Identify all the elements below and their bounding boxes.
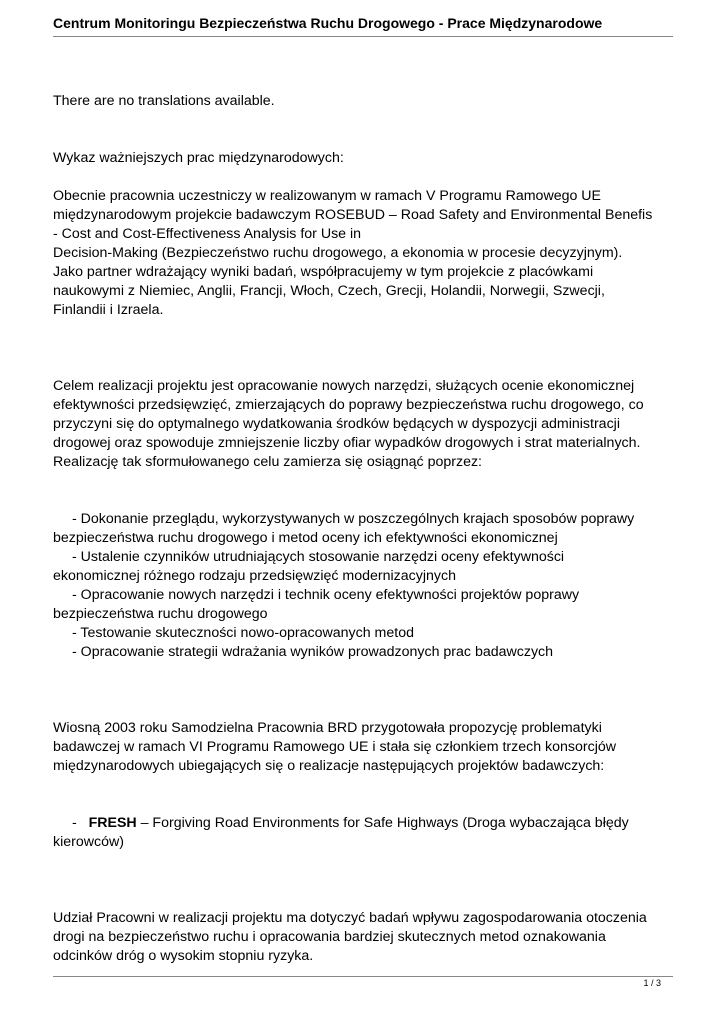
text-line: Wiosną 2003 roku Samodzielna Pracownia BRD przygotowała propozycję problematyki [53,720,602,736]
page-header-title: Centrum Monitoringu Bezpieczeństwa Ruchu Drogowego - Prace Międzynarodowe [53,15,603,31]
list-item: - Ustalenie czynników utrudniających stosowanie narzędzi oceny efektywności [72,549,565,565]
header-divider [53,36,673,37]
text-line: przyczyni się do optymalnego wydatkowania środków będących w dyspozycji administracji [53,416,620,432]
list-item-continuation: kierowców) [53,834,124,850]
text-line: międzynarodowych ubiegających się o realizacje następujących projektów badawczych: [53,758,605,774]
list-dash: - [72,815,89,831]
list-item-continuation: ekonomicznej różnego rodzaju przedsięwzięć modernizacyjnych [53,568,456,584]
text-line: międzynarodowym projekcie badawczym ROSEBUD – Road Safety and Environmental Benefis [53,207,653,223]
text-line: Jako partner wdrażający wyniki badań, współpracujemy w tym projekcie z placówkami [53,264,594,280]
goal-bullet-list [53,510,678,662]
fresh-project-item [53,814,678,852]
text-line: - Cost and Cost-Effectiveness Analysis for Use in [53,226,362,242]
paragraph-fp6-proposals [53,719,678,776]
text-line: badawczej w ramach VI Programu Ramowego UE i stała się członkiem trzech konsorcjów [53,739,616,755]
text-line: Obecnie pracownia uczestniczy w realizowanym w ramach V Programu Ramowego UE [53,188,602,204]
fresh-project-name: FRESH [88,815,137,831]
text-line: Celem realizacji projektu jest opracowanie nowych narzędzi, służących ocenie ekonomicznej [53,378,635,394]
page-number: 1 / 3 [643,978,661,988]
paragraph-project-goal [53,377,678,472]
text-line: drogi na bezpieczeństwo ruchu i opracowania bardziej skutecznych metod oznakowania [53,929,606,945]
list-item: - Opracowanie nowych narzędzi i technik oceny efektywności projektów poprawy [72,587,580,603]
list-item: - Opracowanie strategii wdrażania wyników prowadzonych prac badawczych [72,644,554,660]
text-line: drogowej oraz spowoduje zmniejszenie liczby ofiar wypadków drogowych i strat materialnych. [53,435,641,451]
text-line: Realizację tak sformułowanego celu zamierza się osiągnąć poprzez: [53,454,482,470]
text-line: efektywności przedsięwzięć, zmierzających do poprawy bezpieczeństwa ruchu drogowego, co [53,397,644,413]
document-body [53,92,678,966]
translation-notice: There are no translations available. [53,93,275,109]
list-item-continuation: bezpieczeństwa ruchu drogowego [53,606,268,622]
paragraph-rosebud [53,187,678,320]
list-item: - Dokonanie przeglądu, wykorzystywanych w poszczególnych krajach sposobów poprawy [72,511,635,527]
fresh-project-description: – Forgiving Road Environments for Safe Highways (Droga wybaczająca błędy [136,815,629,831]
list-item-continuation: bezpieczeństwa ruchu drogowego i metod oceny ich efektywności ekonomicznej [53,530,558,546]
footer-divider [53,976,673,977]
text-line: Finlandii i Izraela. [53,302,164,318]
list-heading: Wykaz ważniejszych prac międzynarodowych: [53,150,344,166]
paragraph-participation [53,909,678,966]
text-line: Udział Pracowni w realizacji projektu ma dotyczyć badań wpływu zagospodarowania otoczenia [53,910,647,926]
text-line: Decision-Making (Bezpieczeństwo ruchu drogowego, a ekonomia w procesie decyzyjnym). [53,245,623,261]
list-item: - Testowanie skuteczności nowo-opracowanych metod [72,625,414,641]
text-line: odcinków dróg o wysokim stopniu ryzyka. [53,948,314,964]
text-line: naukowymi z Niemiec, Anglii, Francji, Włoch, Czech, Grecji, Holandii, Norwegii, Szwecji, [53,283,605,299]
